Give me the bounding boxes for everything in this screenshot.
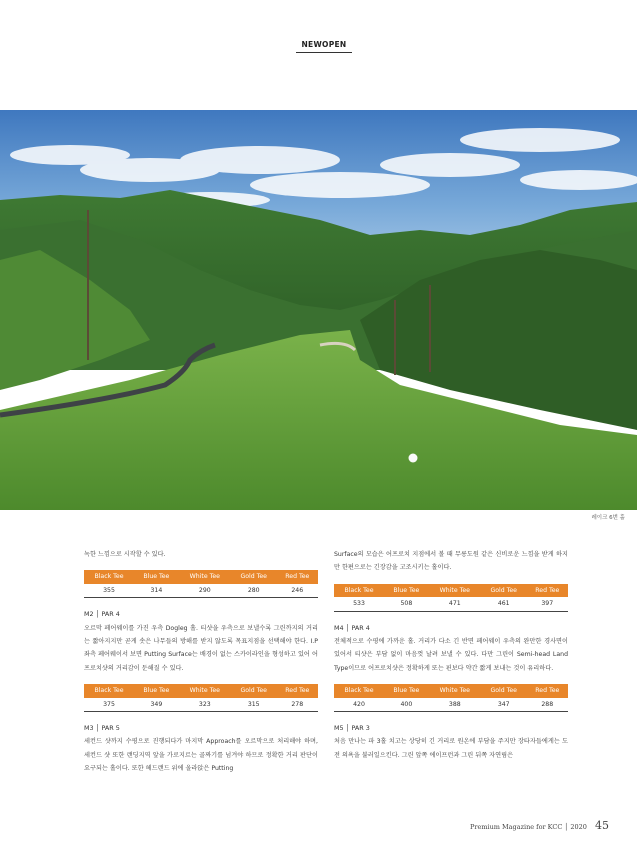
right-intro: Surface의 모습은 어프로치 지점에서 볼 때 무릉도원 같은 신비로운 느낌을 받게 하지만 한편으로는 긴장감을 고조시키는 홀이다.: [334, 551, 568, 572]
tee-values-row: [334, 698, 568, 712]
tee-value: 288: [527, 698, 568, 712]
right-column: [334, 548, 568, 762]
page-footer: [470, 814, 609, 833]
hole-body-m4: 전체적으로 수평에 가까운 홀. 거리가 다소 긴 반면 페어웨이 우측의 완만한 경사면이 있어서 티샷은 부담 없이 마음껏 날려 보낼 수 있다. 다만 그린이 Semi-head Land Type이므로 어프로치샷은 정확하게 또는 핀보다 약간 짧게 보내는 것이 유리하다.: [334, 638, 568, 672]
tee-header: Black Tee: [334, 584, 384, 597]
magazine-name: Premium Magazine for KCC │ 2020: [470, 823, 587, 831]
golf-ball: [409, 454, 418, 463]
hole-body-m2: 오르막 페어웨이를 가진 우측 Dogleg 홀. 티샷을 우측으로 보낼수록 그린까지의 거리는 짧아지지만 곧게 솟은 나무들의 방해를 받지 않도록 목표지점을 선택해야 한다. I.P 좌측 페어웨이서 보면 Putting Surface는 배경이 없는 스카이라인을 형성하고 있어 어프로치샷의 거리감이 둔해질 수 있다.: [84, 624, 318, 672]
tee-value: 375: [84, 698, 134, 712]
tee-value: 400: [384, 698, 429, 712]
tee-value: 246: [277, 584, 318, 598]
tee-values-row: [84, 584, 318, 598]
tee-header: Blue Tee: [384, 684, 429, 697]
hole-heading-m3: M3 │ PAR 5: [84, 724, 120, 733]
tee-header: Blue Tee: [134, 684, 179, 697]
tee-value: 278: [277, 698, 318, 712]
tee-value: 471: [429, 597, 481, 611]
tee-header-row: [334, 684, 568, 697]
tee-values-row: [334, 597, 568, 611]
tee-header: White Tee: [429, 684, 481, 697]
tee-value: 420: [334, 698, 384, 712]
tee-header: Red Tee: [527, 684, 568, 697]
tee-header: Blue Tee: [134, 570, 179, 583]
tee-distance-table: [84, 570, 318, 598]
tee-header-row: [334, 584, 568, 597]
hole-heading-m5: M5 │ PAR 3: [334, 724, 370, 733]
tee-header: Red Tee: [277, 570, 318, 583]
tee-values-row: [84, 698, 318, 712]
tee-value: 508: [384, 597, 429, 611]
tee-header: Red Tee: [527, 584, 568, 597]
left-intro: 녹한 느낌으로 시작할 수 있다.: [84, 551, 166, 558]
tee-value: 323: [179, 698, 231, 712]
tee-value: 347: [481, 698, 527, 712]
section-label: NEWOPEN: [301, 40, 347, 49]
tee-value: 314: [134, 584, 179, 598]
tee-header: Red Tee: [277, 684, 318, 697]
tee-header: Black Tee: [334, 684, 384, 697]
tee-distance-table: [334, 584, 568, 612]
hole-body-m3: 세컨드 샷까지 수평으로 진행되다가 마지막 Approach를 오르막으로 처리해야 하며, 세컨드 샷 또한 랜딩지역 앞을 가로지르는 골짜기를 넘겨야 하므로 정확한 거리 판단이 요구되는 홀이다. 또한 헤드랜드 위에 올라앉은 Putting: [84, 738, 318, 773]
tee-value: 388: [429, 698, 481, 712]
photo-caption: 레이크 6번 홀: [591, 515, 625, 521]
tee-header: Blue Tee: [384, 584, 429, 597]
tee-distance-table: [84, 684, 318, 712]
golf-course-photo: [0, 110, 637, 510]
tee-value: 533: [334, 597, 384, 611]
tee-value: 355: [84, 584, 134, 598]
left-column: [84, 548, 318, 776]
tee-value: 280: [231, 584, 277, 598]
page-number: 45: [595, 819, 609, 832]
hole-heading-m4: M4 │ PAR 4: [334, 623, 370, 632]
hole-heading-m2: M2 │ PAR 4: [84, 610, 120, 619]
tee-header: Gold Tee: [231, 570, 277, 583]
tee-value: 397: [527, 597, 568, 611]
tee-value: 290: [179, 584, 231, 598]
tee-header: Black Tee: [84, 570, 134, 583]
tee-header: White Tee: [179, 684, 231, 697]
tee-header: Gold Tee: [481, 684, 527, 697]
tee-distance-table: [334, 684, 568, 712]
hole-body-m5: 처음 만나는 파 3홀 치고는 상당히 긴 거리로 원온에 부담을 주지만 장타자들에게는 도전 의욕을 불러일으킨다. 그린 앞쪽 에이프런과 그린 뒤쪽 자연림은: [334, 738, 568, 759]
tee-header: Gold Tee: [481, 584, 527, 597]
tee-header: White Tee: [429, 584, 481, 597]
tee-header-row: [84, 570, 318, 583]
tee-value: 315: [231, 698, 277, 712]
section-rule: [296, 52, 352, 53]
tee-header: Black Tee: [84, 684, 134, 697]
tee-value: 461: [481, 597, 527, 611]
tee-header: White Tee: [179, 570, 231, 583]
tee-header: Gold Tee: [231, 684, 277, 697]
tee-value: 349: [134, 698, 179, 712]
tee-header-row: [84, 684, 318, 697]
